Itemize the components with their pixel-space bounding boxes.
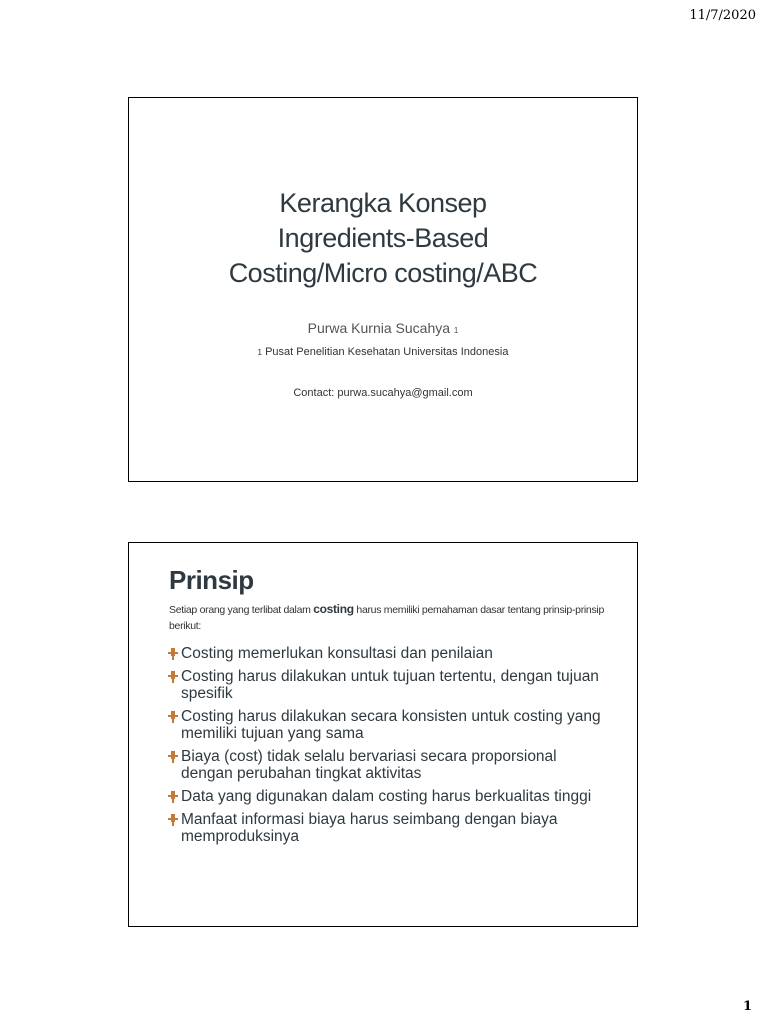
list-item-text: Costing harus dilakukan secara konsisten untuk costing yang memiliki tujuan yang sama [181,708,601,742]
title-line-1: Kerangka Konsep [279,188,487,218]
list-item [167,788,607,805]
principles-list [167,645,607,851]
pushpin-icon [167,670,179,684]
list-item [167,748,607,782]
list-item [167,708,607,742]
page-number: 1 [742,999,752,1014]
author-name: Purwa Kurnia Sucahya [307,320,451,336]
pushpin-icon [167,647,179,661]
intro-emphasis: costing [313,602,354,616]
slide-title: Prinsip [169,565,254,595]
title-line-3: Costing/Micro costing/ABC [228,258,538,288]
title-slide [128,97,638,482]
affiliation [129,346,637,358]
list-item [167,668,607,702]
pushpin-icon [167,813,179,827]
pushpin-icon [167,750,179,764]
intro-after: harus memiliki pemahaman dasar tentang prinsip-prinsip berikut: [169,604,604,632]
intro-before: Setiap orang yang terlibat dalam [169,604,314,616]
list-item-text: Biaya (cost) tidak selalu bervariasi secara proporsional dengan perubahan tingkat aktivitas [181,748,557,782]
list-item [167,645,607,662]
contact: Contact: purwa.sucahya@gmail.com [293,387,473,399]
list-item-text: Costing memerlukan konsultasi dan penilaian [181,645,493,662]
list-item-text: Manfaat informasi biaya harus seimbang dengan biaya memproduksinya [181,811,558,845]
list-item [167,811,607,845]
list-item-text: Costing harus dilakukan untuk tujuan tertentu, dengan tujuan spesifik [181,668,599,702]
principles-slide [128,542,638,927]
pushpin-icon [167,710,179,724]
author-superscript: 1 [453,326,459,335]
affiliation-text: Pusat Penelitian Kesehatan Universitas Indonesia [265,346,509,358]
intro-text [169,601,609,634]
pushpin-icon [167,790,179,804]
author [129,320,637,336]
page-date: 11/7/2020 [689,8,756,23]
list-item-text: Data yang digunakan dalam costing harus berkualitas tinggi [181,788,592,805]
title-line-2: Ingredients-Based [277,223,489,253]
slide-title [129,186,637,291]
affiliation-superscript: 1 [257,348,262,357]
